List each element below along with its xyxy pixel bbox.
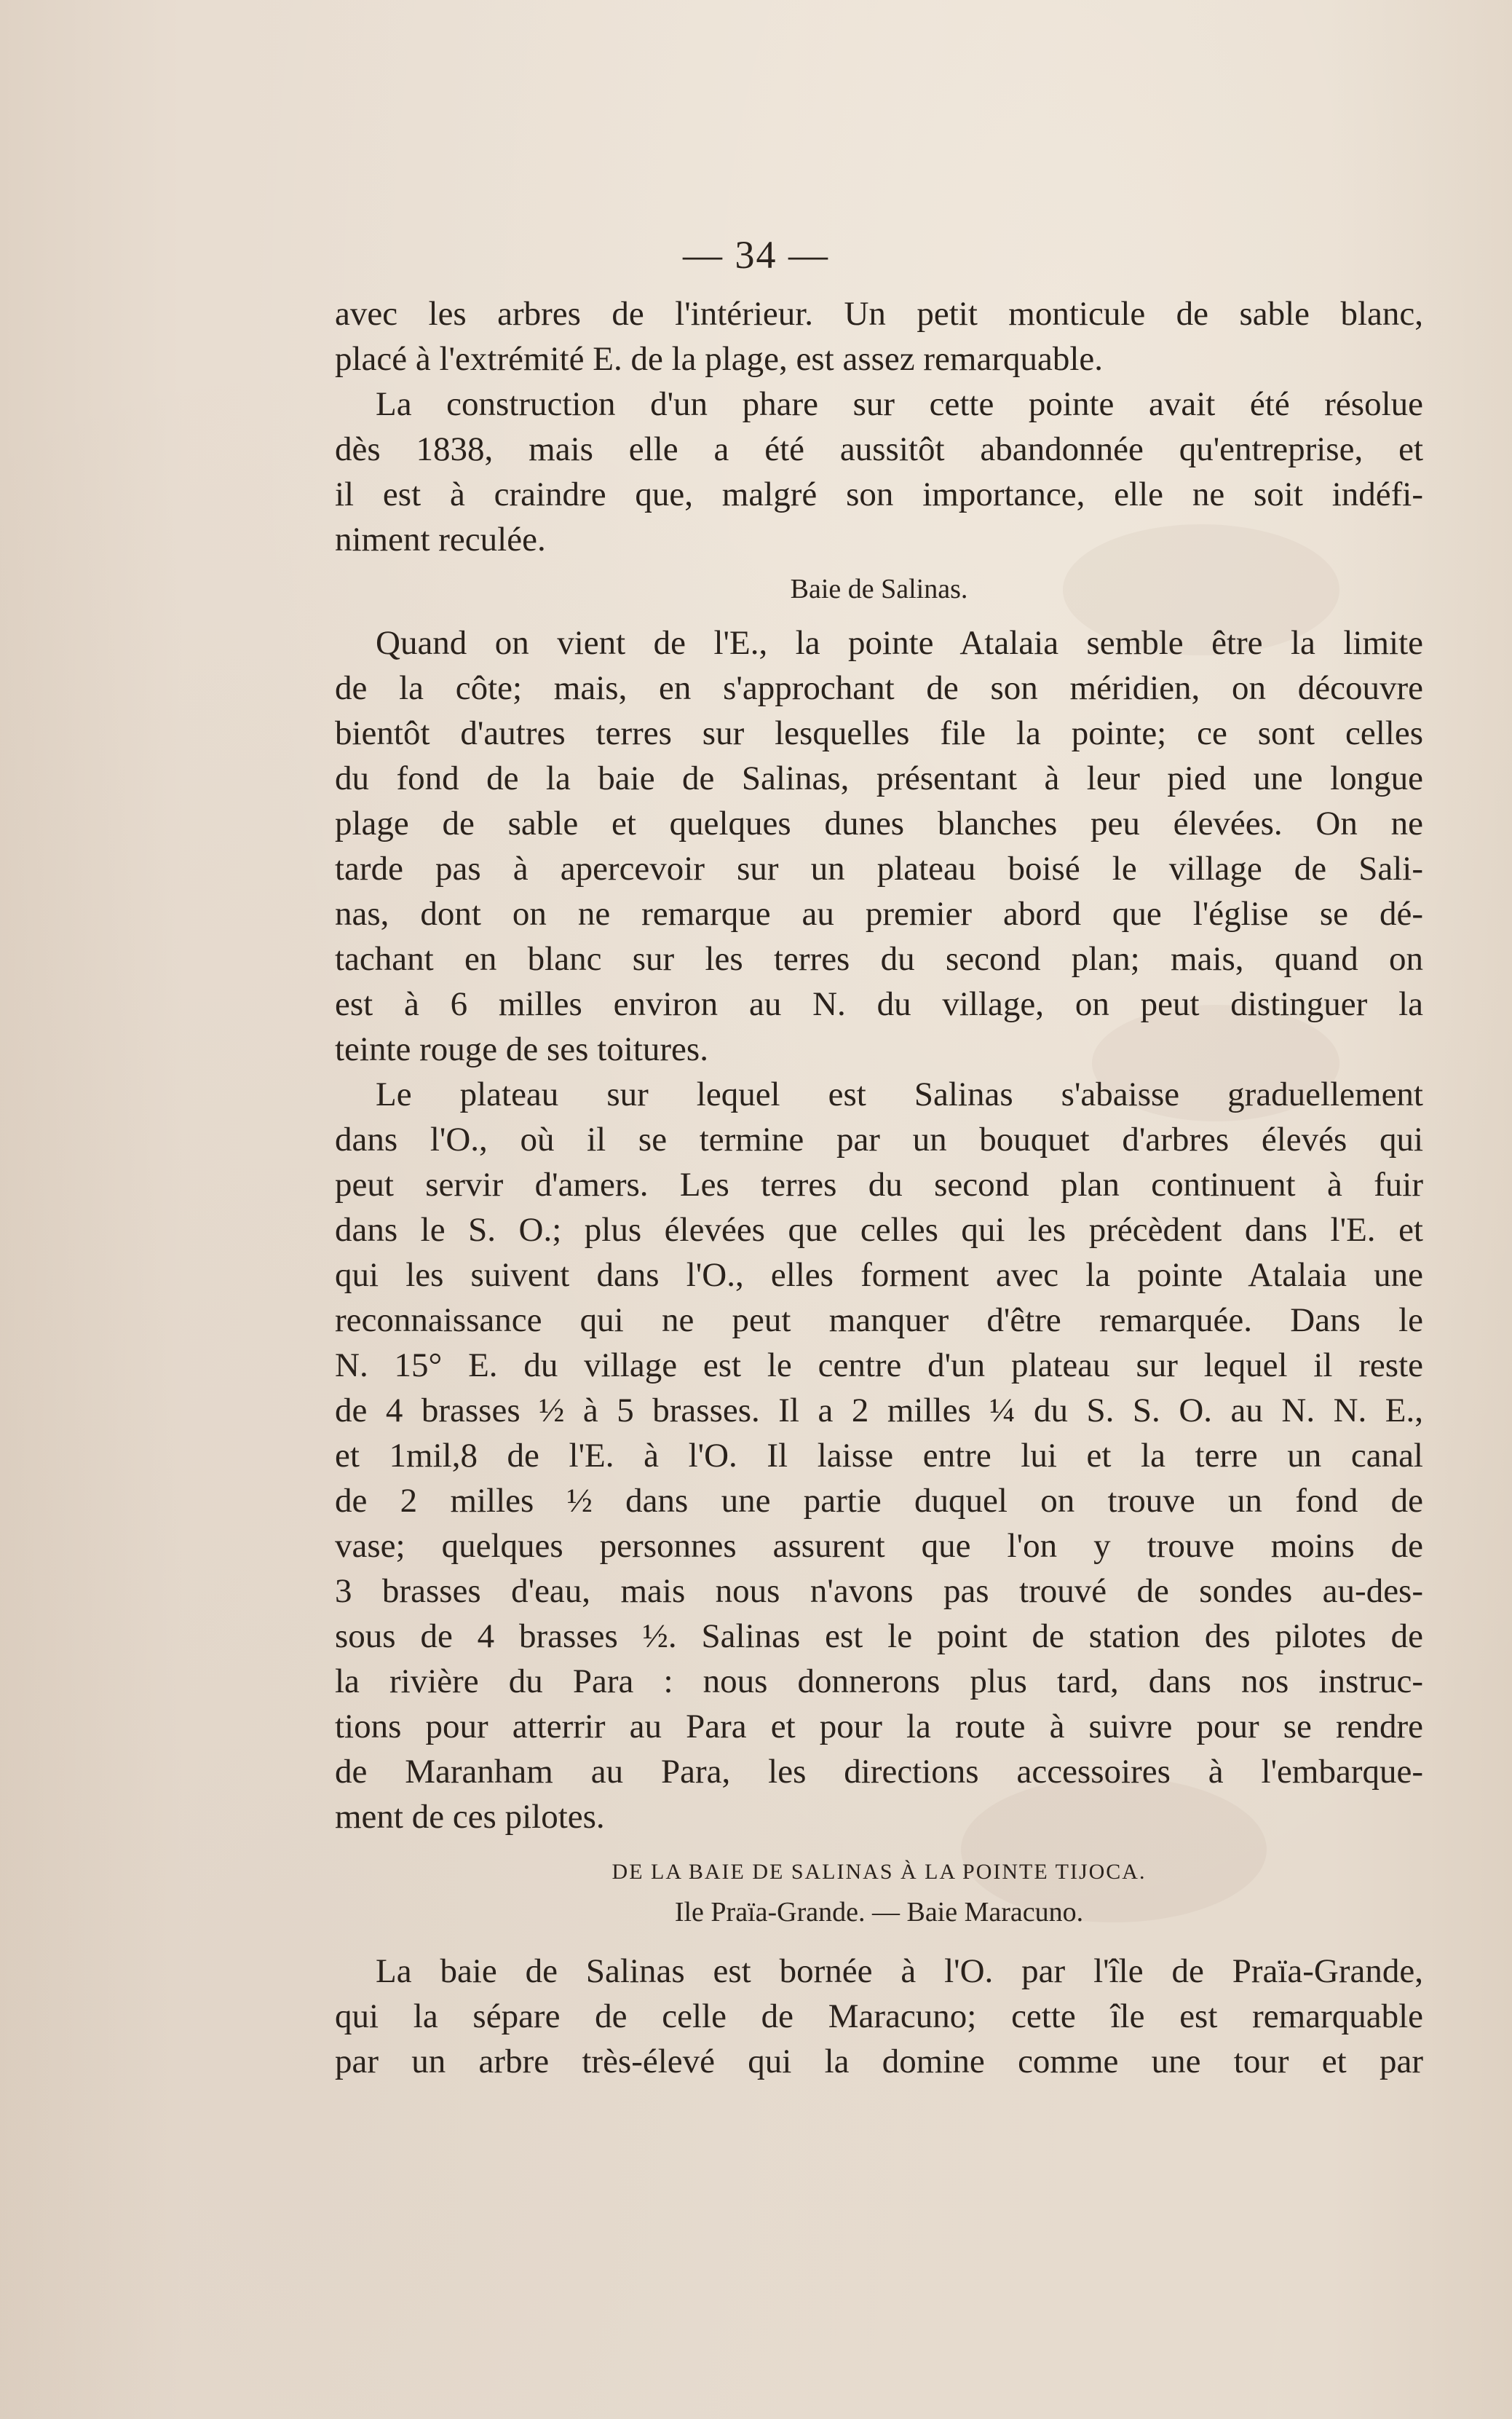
text-line: nas, dont on ne remarque au premier abord que l'église se dé-	[335, 895, 1423, 933]
text-line: peut servir d'amers. Les terres du second plan continuent à fuir	[335, 1166, 1423, 1204]
text-line: ment de ces pilotes.	[335, 1798, 605, 1836]
text-line: 3 brasses d'eau, mais nous n'avons pas trouvé de sondes au-des-	[335, 1572, 1423, 1610]
text-line: il est à craindre que, malgré son importance, elle ne soit indéfi-	[335, 475, 1423, 513]
text-line: niment reculée.	[335, 521, 546, 559]
text-line: tarde pas à apercevoir sur un plateau boisé le village de Sali-	[335, 850, 1423, 888]
body-text	[335, 291, 1423, 2084]
text-line: de 2 milles ½ dans une partie duquel on trouve un fond de	[335, 1482, 1423, 1520]
text-line: est à 6 milles environ au N. du village, on peut distinguer la	[335, 985, 1423, 1023]
text-line: La construction d'un phare sur cette pointe avait été résolue	[376, 385, 1423, 423]
text-line: Le plateau sur lequel est Salinas s'abaisse graduellement	[376, 1076, 1423, 1113]
text-line: de la côte; mais, en s'approchant de son méridien, on découvre	[335, 669, 1423, 707]
text-line: et 1mil,8 de l'E. à l'O. Il laisse entre lui et la terre un canal	[335, 1437, 1423, 1475]
text-line: plage de sable et quelques dunes blanches peu élevées. On ne	[335, 805, 1423, 842]
text-line: tions pour atterrir au Para et pour la route à suivre pour se rendre	[335, 1708, 1423, 1745]
text-line: N. 15° E. du village est le centre d'un plateau sur lequel il reste	[335, 1346, 1423, 1384]
text-line: dans l'O., où il se termine par un bouquet d'arbres élevés qui	[335, 1121, 1423, 1159]
text-line: qui la sépare de celle de Maracuno; cette île est remarquable	[335, 1997, 1423, 2035]
text-line: avec les arbres de l'intérieur. Un petit monticule de sable blanc,	[335, 295, 1423, 333]
text-line: La baie de Salinas est bornée à l'O. par l'île de Praïa-Grande,	[376, 1952, 1423, 1990]
text-line: dès 1838, mais elle a été aussitôt abandonnée qu'entreprise, et	[335, 430, 1423, 468]
text-line: tachant en blanc sur les terres du second plan; mais, quand on	[335, 940, 1423, 978]
text-line: de 4 brasses ½ à 5 brasses. Il a 2 milles ¼ du S. S. O. au N. N. E.,	[335, 1392, 1423, 1429]
text-line: la rivière du Para : nous donnerons plus tard, dans nos instruc-	[335, 1662, 1423, 1700]
text-line: teinte rouge de ses toitures.	[335, 1030, 708, 1068]
text-line: reconnaissance qui ne peut manquer d'être remarquée. Dans le	[335, 1301, 1423, 1339]
text-line: vase; quelques personnes assurent que l'on y trouve moins de	[335, 1527, 1423, 1565]
section-subheading: Ile Praïa-Grande. — Baie Maracuno.	[674, 1897, 1084, 1927]
text-line: sous de 4 brasses ½. Salinas est le point de station des pilotes de	[335, 1617, 1423, 1655]
subsection-heading: Baie de Salinas.	[790, 574, 968, 604]
section-heading: DE LA BAIE DE SALINAS À LA POINTE TIJOCA.	[611, 1860, 1147, 1884]
text-line: Quand on vient de l'E., la pointe Atalaia semble être la limite	[376, 624, 1423, 662]
text-line: bientôt d'autres terres sur lesquelles file la pointe; ce sont celles	[335, 714, 1423, 752]
text-line: par un arbre très-élevé qui la domine comme une tour et par	[335, 2043, 1423, 2080]
text-line: placé à l'extrémité E. de la plage, est assez remarquable.	[335, 340, 1103, 378]
page-number: — 34 —	[683, 233, 829, 277]
text-line: qui les suivent dans l'O., elles forment avec la pointe Atalaia une	[335, 1256, 1423, 1294]
text-line: dans le S. O.; plus élevées que celles qui les précèdent dans l'E. et	[335, 1211, 1423, 1249]
text-line: du fond de la baie de Salinas, présentant à leur pied une longue	[335, 759, 1423, 797]
text-line: de Maranham au Para, les directions accessoires à l'embarque-	[335, 1753, 1423, 1791]
